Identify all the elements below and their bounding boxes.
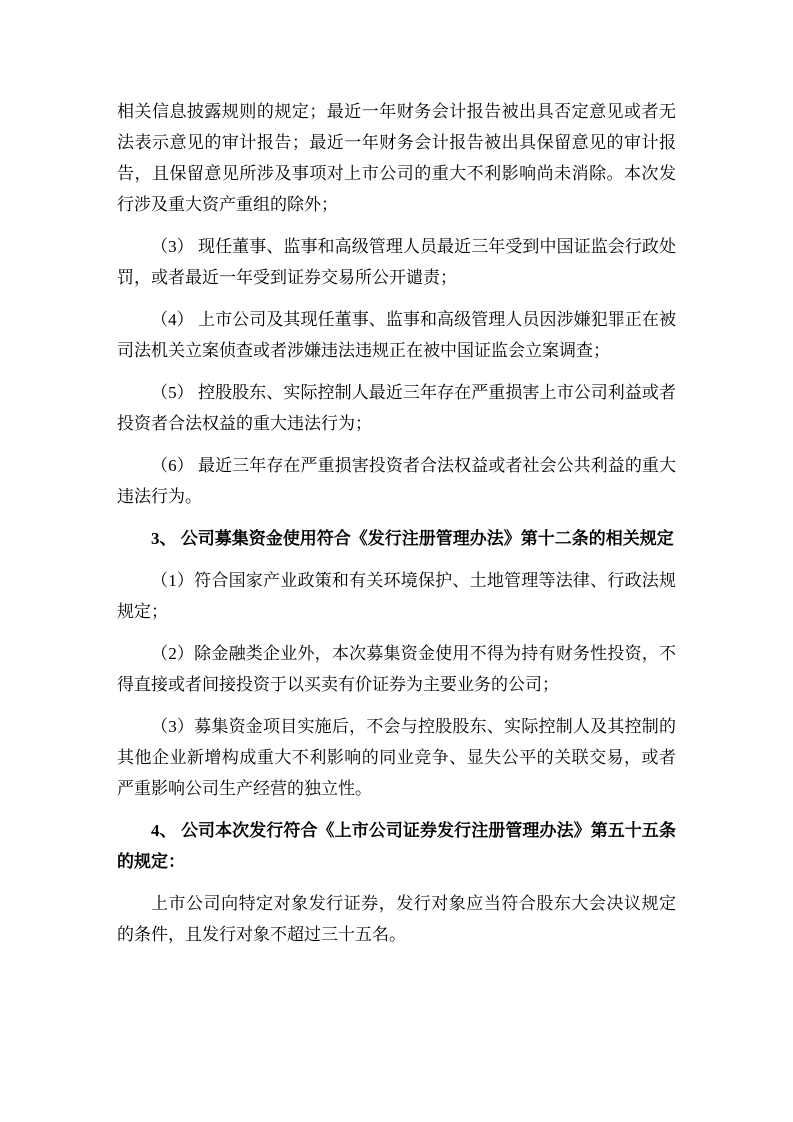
paragraph: （4） 上市公司及其现任董事、监事和高级管理人员因涉嫌犯罪正在被司法机关立案侦查或者涉嫌违法违规正在被中国证监会立案调查；: [117, 310, 676, 360]
paragraph: 上市公司向特定对象发行证券，发行对象应当符合股东大会决议规定的条件，且发行对象不超过三十五名。: [117, 894, 676, 944]
paragraph: （3） 现任董事、监事和高级管理人员最近三年受到中国证监会行政处罚，或者最近一年受到证券交易所公开谴责；: [117, 237, 676, 287]
paragraph: （1）符合国家产业政策和有关环境保护、土地管理等法律、行政法规规定；: [117, 571, 676, 621]
document-content: [117, 96, 676, 961]
section-heading: 3、 公司募集资金使用符合《发行注册管理办法》第十二条的相关规定: [151, 529, 674, 548]
paragraph: （3）募集资金项目实施后，不会与控股股东、实际控制人及其控制的其他企业新增构成重大不利影响的同业竞争、显失公平的关联交易，或者严重影响公司生产经营的独立性。: [117, 717, 676, 798]
paragraph: 相关信息披露规则的规定；最近一年财务会计报告被出具否定意见或者无法表示意见的审计报告；最近一年财务会计报告被出具保留意见的审计报告，且保留意见所涉及事项对上市公司的重大不利影响尚未消除。本次发行涉及重大资产重组的除外；: [117, 102, 676, 214]
paragraph: （2）除金融类企业外，本次募集资金使用不得为持有财务性投资，不得直接或者间接投资于以买卖有价证券为主要业务的公司；: [117, 644, 676, 694]
section-heading: 4、 公司本次发行符合《上市公司证券发行注册管理办法》第五十五条的规定：: [117, 821, 676, 871]
paragraph: （6） 最近三年存在严重损害投资者合法权益或者社会公共利益的重大违法行为。: [117, 456, 676, 506]
paragraph: （5） 控股股东、实际控制人最近三年存在严重损害上市公司利益或者投资者合法权益的重大违法行为；: [117, 383, 676, 433]
